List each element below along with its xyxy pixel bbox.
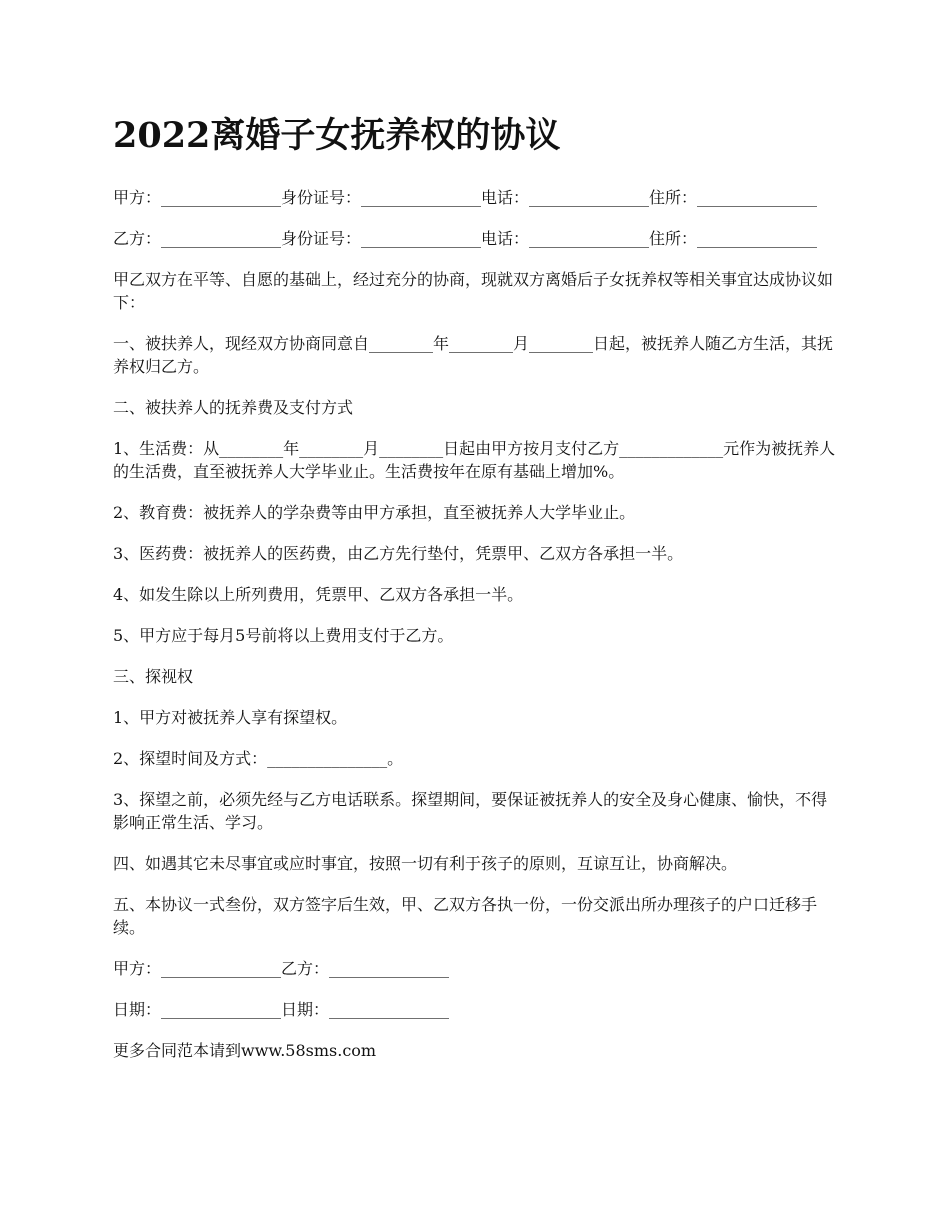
clause-5-copies: 五、本协议一式叁份，双方签字后生效，甲、乙双方各执一份，一份交派出所办理孩子的户口迁移手续。 (113, 895, 818, 937)
section-2-heading: 二、被扶养人的抚养费及支付方式 (113, 398, 354, 417)
clause-2-3-medical: 3、医药费：被抚养人的医药费，由乙方先行垫付，凭票甲、乙双方各承担一半。 (113, 544, 684, 563)
document-title: 2022离婚子女抚养权的协议 (113, 115, 561, 156)
document-body (113, 186, 840, 1080)
clause-3-2-visitation-time: 2、探望时间及方式：_______________。 (113, 749, 404, 768)
party-a-info: 甲方：_______________身份证号：_______________电话：_______________住所：_______________ (113, 188, 818, 207)
footer-note: 更多合同范本请到www.58sms.com (113, 1041, 377, 1060)
date-line: 日期：_______________日期：_______________ (113, 1000, 450, 1019)
party-b-info: 乙方：_______________身份证号：_______________电话：_______________住所：_______________ (113, 229, 818, 248)
clause-2-2-education: 2、教育费：被抚养人的学杂费等由甲方承担，直至被抚养人大学毕业止。 (113, 503, 636, 522)
clause-2-5-payment-date: 5、甲方应于每月5号前将以上费用支付于乙方。 (113, 626, 454, 645)
clause-3-3-visitation-rules: 3、探望之前，必须先经与乙方电话联系。探望期间，要保证被抚养人的安全及身心健康、愉快，不得影响正常生活、学习。 (113, 790, 828, 832)
preamble: 甲乙双方在平等、自愿的基础上，经过充分的协商，现就双方离婚后子女抚养权等相关事宜达成协议如下： (113, 270, 834, 312)
clause-2-1-living-expenses: 1、生活费：从________年________月________日起由甲方按月支付乙方_____________元作为被抚养人的生活费，直至被抚养人大学毕业止。生活费按年在原有基础上增加%。 (113, 439, 836, 481)
clause-4-other-matters: 四、如遇其它未尽事宜或应时事宜，按照一切有利于孩子的原则，互谅互让，协商解决。 (113, 854, 738, 873)
clause-3-1-visitation-right: 1、甲方对被抚养人享有探望权。 (113, 708, 348, 727)
section-3-heading: 三、探视权 (113, 667, 194, 686)
signature-line: 甲方：_______________乙方：_______________ (113, 959, 450, 978)
clause-1-custody: 一、被扶养人，现经双方协商同意自________年________月________日起，被抚养人随乙方生活，其抚养权归乙方。 (113, 334, 834, 376)
clause-2-4-other-costs: 4、如发生除以上所列费用，凭票甲、乙双方各承担一半。 (113, 585, 524, 604)
